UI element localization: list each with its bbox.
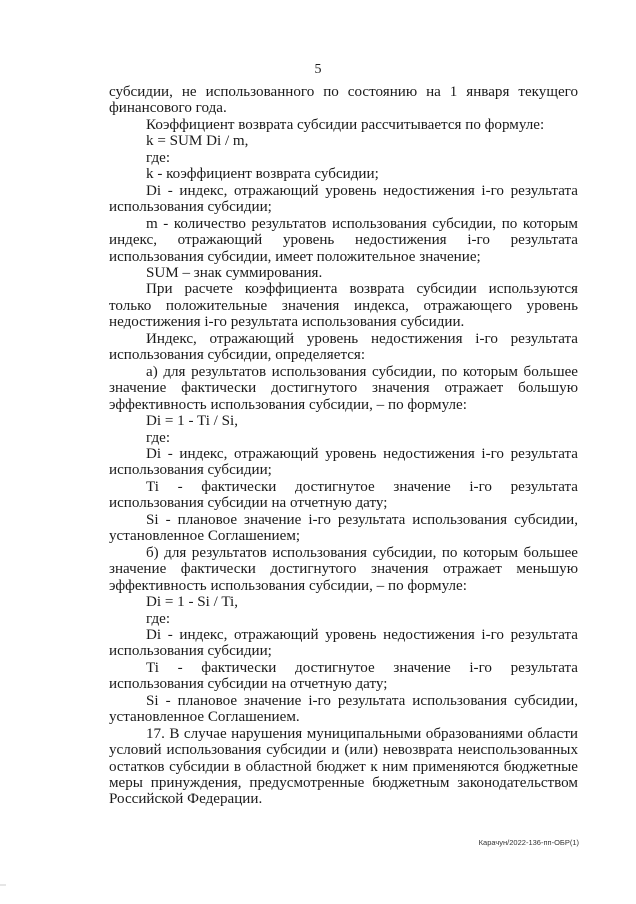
paragraph: k = SUM Di / m, [146,133,249,150]
paragraph: где: [146,429,171,446]
paragraph: m - количество результатов использования субсидии, по которым индекс, отражающий уровень недостижения i-го результата использования субсидии, имеет положительное значение; [109,215,578,265]
document-body [109,84,578,808]
paragraph: Индекс, отражающий уровень недостижения i-го результата использования субсидии, определяется: [109,330,578,364]
paragraph: Di - индекс, отражающий уровень недостижения i-го результата использования субсидии; [109,626,578,660]
paragraph: k - коэффициент возврата субсидии; [146,166,379,183]
paragraph: При расчете коэффициента возврата субсидии используются только положительные значения индекса, отражающего уровень недостижения i-го результата использования субсидии. [109,281,578,331]
scan-mark [0,884,6,886]
paragraph: где: [146,610,171,627]
paragraph: SUM – знак суммирования. [146,264,323,281]
paragraph: Si - плановое значение i-го результата использования субсидии, установленное Соглашением; [109,511,578,545]
paragraph: Ti - фактически достигнутое значение i-го результата использования субсидии на отчетную дату; [109,478,578,512]
paragraph: Ti - фактически достигнутое значение i-го результата использования субсидии на отчетную дату; [109,659,578,693]
page-number: 5 [314,62,322,77]
paragraph: Di - индекс, отражающий уровень недостижения i-го результата использования субсидии; [109,182,578,216]
paragraph: Di = 1 - Ti / Si, [146,413,238,430]
paragraph: субсидии, не использованного по состоянию на 1 января текущего финансового года. [109,84,578,117]
paragraph: Si - плановое значение i-го результата использования субсидии, установленное Соглашением. [109,692,578,726]
paragraph: Di = 1 - Si / Ti, [146,594,238,611]
paragraph: где: [146,149,171,166]
paragraph: Коэффициент возврата субсидии рассчитывается по формуле: [146,116,545,133]
paragraph: Di - индекс, отражающий уровень недостижения i-го результата использования субсидии; [109,445,578,479]
paragraph: б) для результатов использования субсидии, по которым большее значение фактически достигнутого значения отражает меньшую эффективность использования субсидии, – по формуле: [109,544,578,594]
paragraph: а) для результатов использования субсидии, по которым большее значение фактически достигнутого значения отражает большую эффективность использования субсидии, – по формуле: [109,363,578,413]
document-code: Карачун/2022-136-пп-ОБР(1) [478,838,579,847]
paragraph: 17. В случае нарушения муниципальными образованиями области условий использования субсидии и (или) невозврата неиспользованных остатков субсидии в областной бюджет к ним применяются бюджетные меры принуждения, предусмотренные бюджетным законодательством Российской Федерации. [109,725,578,808]
